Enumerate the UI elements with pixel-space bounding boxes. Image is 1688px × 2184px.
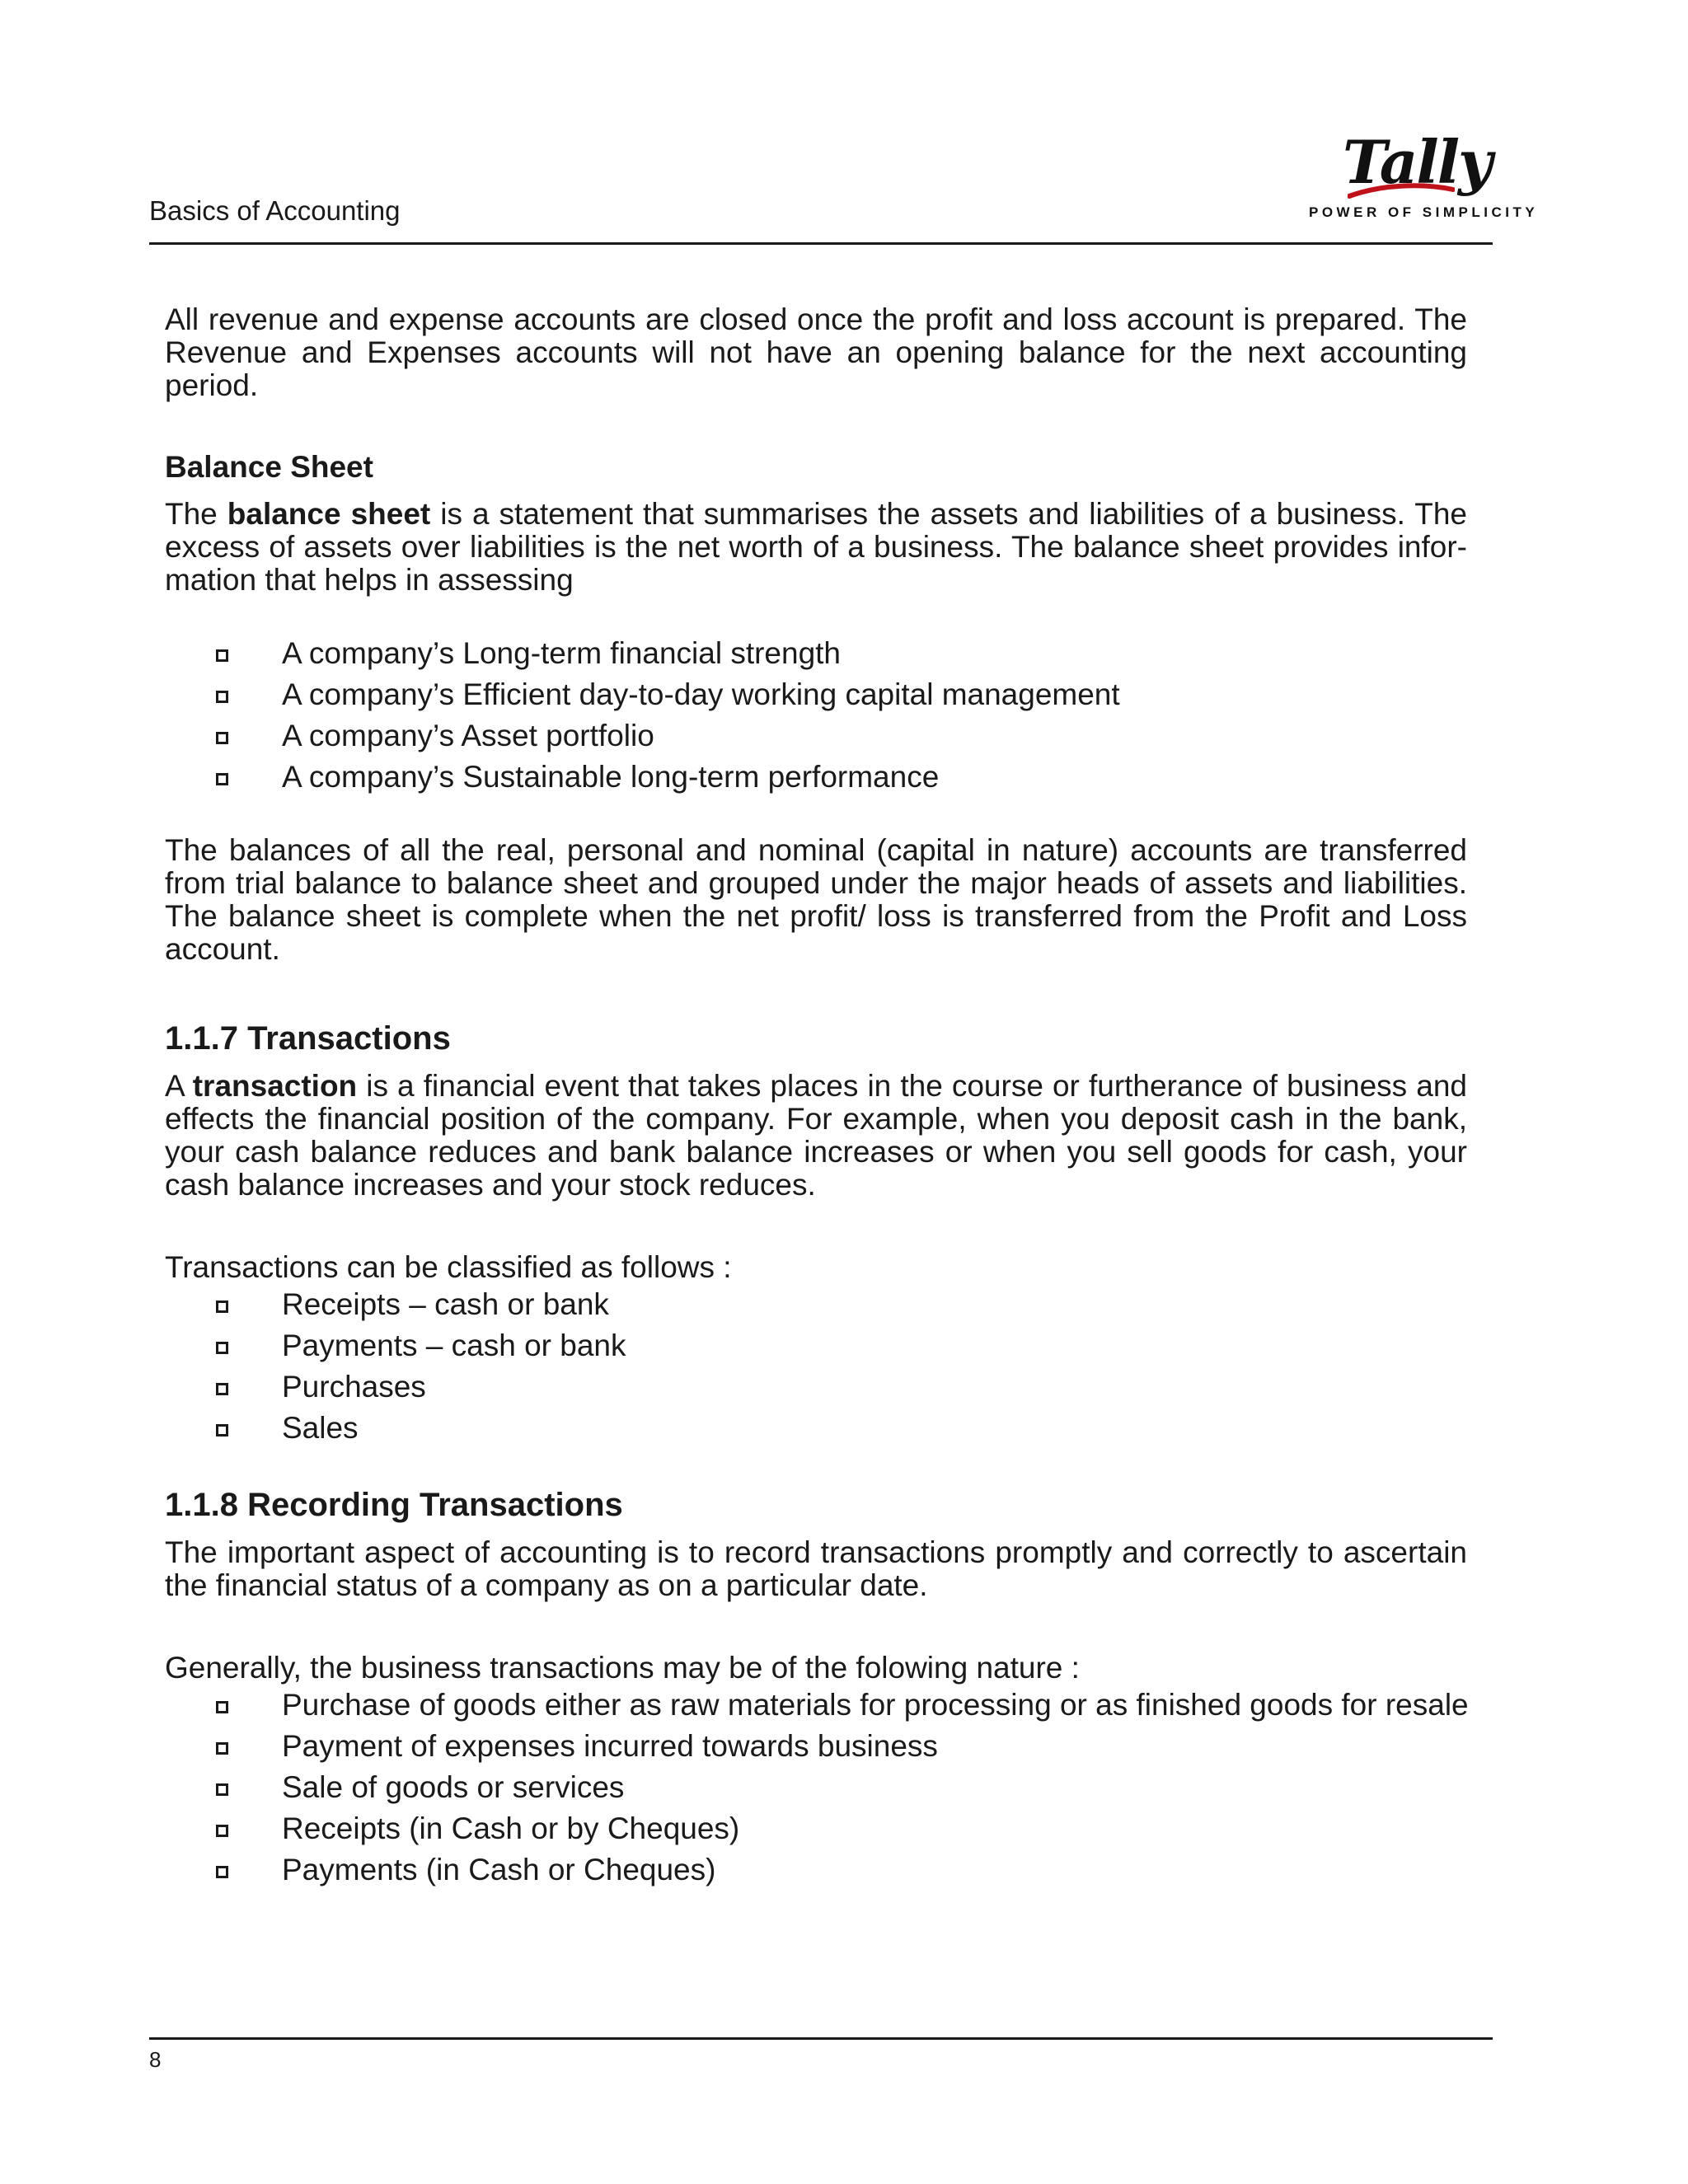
list-item-text: Receipts – cash or bank	[282, 1287, 609, 1321]
list-item-text: Purchases	[282, 1370, 426, 1404]
running-header-title: Basics of Accounting	[149, 195, 401, 226]
square-bullet-icon	[216, 1301, 228, 1313]
square-bullet-icon	[216, 1383, 228, 1395]
list-item	[165, 1685, 1467, 1726]
nature-intro: Generally, the business transactions may be of the folowing nature :	[165, 1651, 1080, 1685]
balance-sheet-text: is a statement that summarises the assets and liabilities of a business. The excess of assets over liabilities is the net worth of a business. The balance sheet provides infor-mation that helps in assessing	[165, 497, 1467, 597]
square-bullet-icon	[216, 773, 228, 785]
list-item-text: Payments (in Cash or Cheques)	[282, 1853, 716, 1886]
square-bullet-icon	[216, 732, 228, 744]
square-bullet-icon	[216, 1866, 228, 1878]
list-item	[165, 1408, 1467, 1449]
list-item-text: Payment of expenses incurred towards business	[282, 1729, 938, 1763]
list-item	[165, 1808, 1467, 1849]
balance-sheet-list	[165, 633, 1467, 798]
transaction-types-list	[165, 1284, 1467, 1449]
header-rule	[149, 242, 1493, 245]
list-item-text: A company’s Sustainable long-term performance	[282, 760, 940, 794]
list-item-text: A company’s Asset portfolio	[282, 719, 654, 752]
list-item-text: Sale of goods or services	[282, 1770, 625, 1804]
square-bullet-icon	[216, 1783, 228, 1796]
transaction-nature-list	[165, 1685, 1467, 1891]
list-item	[165, 633, 1467, 674]
square-bullet-icon	[216, 1701, 228, 1713]
list-item	[165, 1325, 1467, 1366]
list-item-text: Purchase of goods either as raw materials for processing or as finished goods for resale	[282, 1688, 1469, 1722]
square-bullet-icon	[216, 1742, 228, 1755]
balance-sheet-term: balance sheet	[227, 497, 431, 531]
square-bullet-icon	[216, 1424, 228, 1436]
section-heading-recording-transactions: 1.1.8 Recording Transactions	[165, 1487, 623, 1523]
logo-swoosh-icon	[1348, 181, 1455, 199]
transaction-term: transaction	[192, 1069, 358, 1103]
square-bullet-icon	[216, 1825, 228, 1837]
balance-sheet-heading: Balance Sheet	[165, 450, 373, 484]
list-item	[165, 1849, 1467, 1891]
page-number: 8	[149, 2047, 162, 2072]
transaction-prefix: A	[165, 1069, 193, 1103]
section-heading-transactions: 1.1.7 Transactions	[165, 1020, 451, 1057]
logo-tagline: POWER OF SIMPLICITY	[1309, 204, 1539, 220]
list-item-text: Payments – cash or bank	[282, 1329, 626, 1362]
list-item-text: A company’s Efficient day-to-day working capital management	[282, 677, 1120, 711]
list-item	[165, 715, 1467, 757]
balance-sheet-closing-paragraph: The balances of all the real, personal and nominal (capital in nature) accounts are transferred from trial balance to balance sheet and grouped under the major heads of assets and liabilities. The balance sheet is complete when the net profit/ loss is transferred from the Profit and Loss account.	[165, 833, 1467, 966]
list-item	[165, 674, 1467, 715]
square-bullet-icon	[216, 691, 228, 703]
tally-logo	[1306, 127, 1539, 227]
list-item	[165, 1366, 1467, 1408]
balance-sheet-definition	[165, 498, 1467, 597]
logo-wordmark: Tally	[1343, 127, 1491, 197]
square-bullet-icon	[216, 1342, 228, 1354]
footer-rule	[149, 2037, 1493, 2040]
list-item-text: A company’s Long-term financial strength	[282, 636, 842, 670]
recording-paragraph: The important aspect of accounting is to record transactions promptly and correctly to ascertain the financial status of a company as on a particular date.	[165, 1535, 1467, 1602]
balance-sheet-prefix: The	[165, 497, 227, 531]
transaction-text: is a financial event that takes places in the course or furtherance of business and effects the financial position of the company. For example, when you deposit cash in the bank, your cash balance reduces and bank balance increases or when you sell goods for cash, your cash balance increases and your stock reduces.	[165, 1069, 1467, 1202]
list-item-text: Sales	[282, 1411, 359, 1445]
square-bullet-icon	[216, 649, 228, 662]
list-item-text: Receipts (in Cash or by Cheques)	[282, 1811, 740, 1845]
page-content	[165, 303, 1467, 1891]
list-item	[165, 1726, 1467, 1767]
list-item	[165, 757, 1467, 798]
list-item	[165, 1284, 1467, 1325]
list-item	[165, 1767, 1467, 1808]
intro-paragraph: All revenue and expense accounts are closed once the profit and loss account is prepared. The Revenue and Expenses accounts will not have an opening balance for the next accounting period.	[165, 302, 1467, 402]
classified-intro: Transactions can be classified as follows :	[165, 1250, 732, 1284]
transaction-definition	[165, 1070, 1467, 1202]
